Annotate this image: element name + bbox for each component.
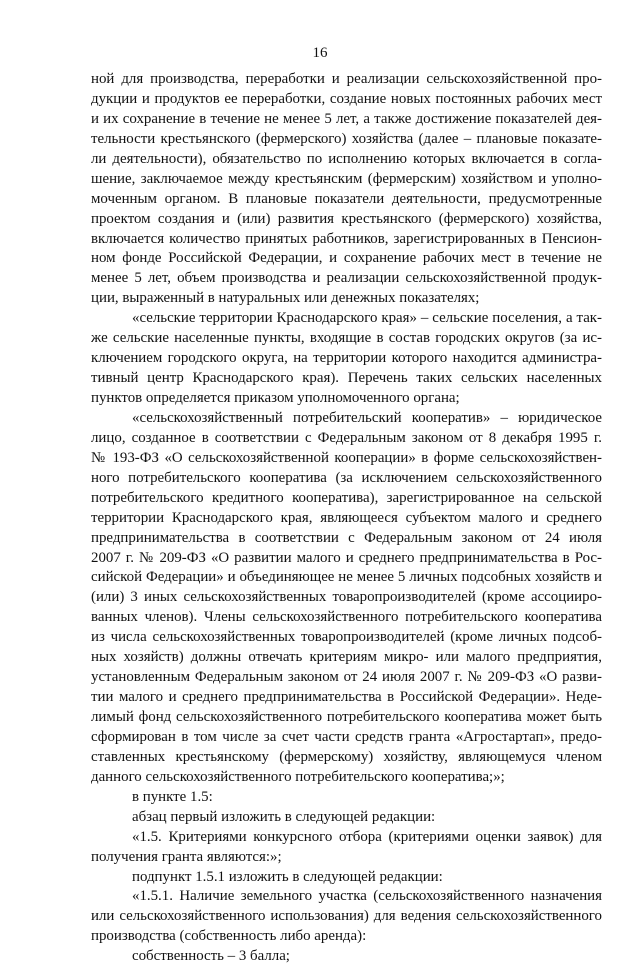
- text-line: (или) 3 иных сельскохозяйственных товаропроизводителей (кроме ассоцииро-: [91, 589, 602, 606]
- text-line: ных хозяйств) должны отвечать критериям микро- или малого предприятия,: [91, 649, 602, 666]
- text-line: лицо, созданное в соответствии с Федеральным законом от 8 декабря 1995 г.: [91, 429, 602, 446]
- text-line: подпункт 1.5.1 изложить в следующей редакции:: [132, 868, 443, 885]
- text-line: пунктов определяется приказом уполномоченного органа;: [91, 390, 460, 406]
- text-line: моченным органом. В плановые показатели деятельности, предусмотренные: [91, 190, 602, 207]
- text-line: «сельскохозяйственный потребительский кооператив» – юридическое: [132, 409, 602, 426]
- text-line: ванных членов). Члены сельскохозяйственного потребительского кооператива: [91, 609, 602, 626]
- text-line: же сельские населенные пункты, входящие в состав городских округов (за ис-: [91, 330, 602, 347]
- document-body: [91, 70, 602, 967]
- text-line: № 193-ФЗ «О сельскохозяйственной кооперации» в форме сельскохозяйствен-: [91, 449, 602, 466]
- text-line: ключением городского округа, на территории которого находится администра-: [91, 350, 602, 367]
- text-line: лимый фонд сельскохозяйственного потребительского кооператива может быть: [91, 709, 602, 725]
- text-line: «1.5.1. Наличие земельного участка (сельскохозяйственного назначения: [132, 888, 602, 905]
- text-line: тивный центр Краснодарского края). Перечень таких сельских населенных: [91, 370, 602, 387]
- text-line: тельности крестьянского (фермерского) хозяйства (далее – плановые показате-: [91, 130, 602, 147]
- text-line: и их сохранение в течение не менее 5 лет, а также достижение показателей дея-: [91, 110, 602, 127]
- text-line: производства (собственность либо аренда):: [91, 928, 367, 945]
- text-line: собственность – 3 балла;: [132, 948, 290, 965]
- text-line: ном фонде Российской Федерации, и сохранение рабочих мест в течение не: [91, 250, 602, 267]
- text-line: проектом создания и (или) развития крестьянского (фермерского) хозяйства,: [91, 210, 602, 227]
- text-line: менее 5 лет, объем производства и реализации сельскохозяйственной продук-: [91, 270, 602, 287]
- text-line: абзац первый изложить в следующей редакции:: [132, 808, 436, 825]
- text-line: установленным Федеральным законом от 24 июля 2007 г. № 209-ФЗ «О разви-: [91, 669, 602, 686]
- text-line: предпринимательства в соответствии с Федеральным законом от 24 июля: [91, 529, 602, 546]
- text-line: получения гранта являются:»;: [91, 848, 282, 865]
- text-line: «1.5. Критериями конкурсного отбора (критериями оценки заявок) для: [132, 828, 602, 845]
- text-line: «сельские территории Краснодарского края» – сельские поселения, а так-: [132, 310, 602, 327]
- text-line: в пункте 1.5:: [132, 788, 213, 805]
- page-number: 16: [312, 45, 328, 61]
- text-line: дукции и продуктов ее переработки, создание новых постоянных рабочих мест: [91, 90, 602, 107]
- text-line: из числа сельскохозяйственных товаропроизводителей (кроме личных подсоб-: [91, 629, 602, 646]
- text-line: 2007 г. № 209-ФЗ «О развитии малого и среднего предпринимательства в Рос-: [91, 549, 602, 566]
- text-line: ставленных крестьянскому (фермерскому) хозяйству, являющемуся членом: [91, 748, 602, 765]
- text-line: шение, заключаемое между крестьянским (фермерским) хозяйством и уполно-: [91, 170, 602, 187]
- text-line: потребительского кредитного кооператива), зарегистрированное на сельской: [91, 489, 602, 506]
- text-line: или сельскохозяйственного использования) для ведения сельскохозяйственного: [91, 908, 602, 925]
- text-line: сийской Федерации» и объединяющее не менее 5 личных подсобных хозяйств и: [91, 569, 602, 586]
- text-line: ного потребительского кооператива (за исключением сельскохозяйственного: [91, 469, 602, 486]
- text-line: ной для производства, переработки и реализации сельскохозяйственной про-: [91, 71, 602, 87]
- text-line: ции, выраженный в натуральных или денежных показателях;: [91, 290, 480, 307]
- text-line: данного сельскохозяйственного потребительского кооператива;»;: [91, 768, 505, 785]
- text-line: сформирован в том числе за счет части средств гранта «Агростартап», предо-: [91, 728, 602, 745]
- text-line: включается количество принятых работников, зарегистрированных в Пенсион-: [91, 230, 602, 247]
- text-line: тии малого и среднего предпринимательства в Российской Федерации». Неде-: [91, 689, 602, 706]
- text-line: территории Краснодарского края, являющееся субъектом малого и среднего: [91, 509, 602, 526]
- text-line: ли деятельности), обязательство по исполнению которых включается в согла-: [91, 150, 602, 167]
